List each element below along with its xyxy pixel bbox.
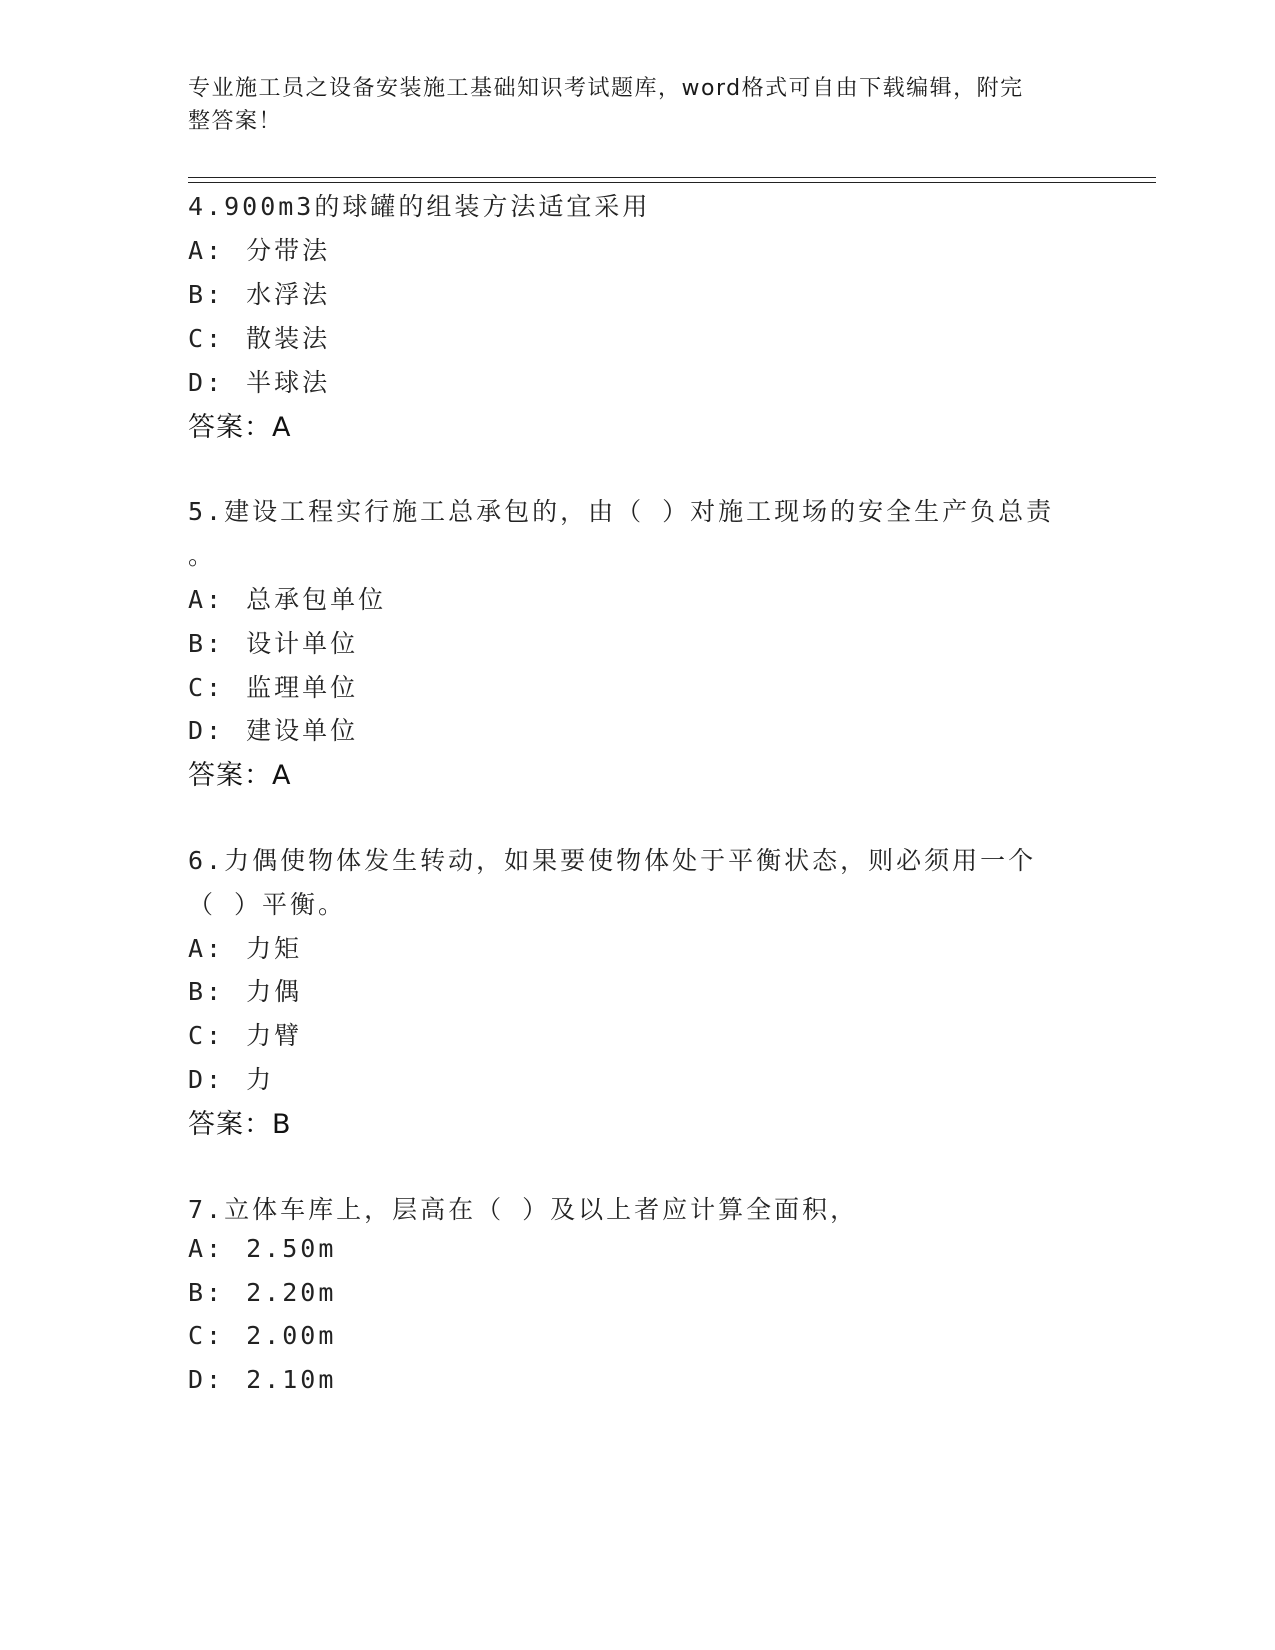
question-7-stem: 7.立体车库上，层高在（ ）及以上者应计算全面积， xyxy=(188,1195,859,1224)
option-key: B: xyxy=(188,280,225,309)
question-4-option-b xyxy=(188,275,330,311)
header-line-1: 专业施工员之设备安装施工基础知识考试题库，word格式可自由下载编辑，附完 xyxy=(188,76,1024,101)
question-7-option-c xyxy=(188,1321,336,1350)
option-text: 2.10m xyxy=(246,1365,337,1394)
question-6-option-b xyxy=(188,972,302,1008)
option-text: 力臂 xyxy=(246,1021,303,1050)
option-text: 力 xyxy=(246,1065,275,1094)
question-5-option-c xyxy=(188,668,358,704)
question-5-option-d xyxy=(188,711,358,747)
option-text: 散装法 xyxy=(246,324,331,353)
question-7-option-b xyxy=(188,1278,336,1307)
option-text: 2.00m xyxy=(246,1321,337,1350)
header-line-2: 整答案！ xyxy=(188,109,283,134)
option-text: 监理单位 xyxy=(246,673,359,702)
option-text: 力矩 xyxy=(246,934,303,963)
question-5-stem-continued: 。 xyxy=(188,541,217,570)
option-text: 半球法 xyxy=(246,368,331,397)
question-7-option-a xyxy=(188,1234,336,1263)
question-6-option-c xyxy=(188,1016,302,1052)
option-text: 分带法 xyxy=(246,236,331,265)
question-6-stem: 6.力偶使物体发生转动，如果要使物体处于平衡状态，则必须用一个 xyxy=(188,846,1037,875)
option-key: C: xyxy=(188,1321,225,1350)
question-7-option-d xyxy=(188,1365,336,1394)
question-5-option-a xyxy=(188,580,386,616)
option-text: 2.50m xyxy=(246,1234,337,1263)
header-divider-top xyxy=(188,177,1156,178)
option-key: A: xyxy=(188,1234,225,1263)
question-6-answer: 答案：B xyxy=(188,1109,292,1140)
question-4-option-a xyxy=(188,231,330,267)
option-key: D: xyxy=(188,368,225,397)
question-6-stem-continued: （ ）平衡。 xyxy=(188,890,347,919)
question-4-option-c xyxy=(188,319,330,355)
option-key: A: xyxy=(188,934,225,963)
question-6-option-a xyxy=(188,929,302,965)
option-key: C: xyxy=(188,324,225,353)
option-key: B: xyxy=(188,977,225,1006)
question-4-stem: 4.900m3的球罐的组装方法适宜采用 xyxy=(188,192,651,221)
option-key: C: xyxy=(188,673,225,702)
option-key: A: xyxy=(188,236,225,265)
option-key: D: xyxy=(188,1365,225,1394)
question-6-option-d xyxy=(188,1060,274,1096)
option-key: C: xyxy=(188,1021,225,1050)
option-text: 建设单位 xyxy=(246,716,359,745)
option-key: A: xyxy=(188,585,225,614)
option-text: 总承包单位 xyxy=(246,585,387,614)
option-key: D: xyxy=(188,716,225,745)
question-5-option-b xyxy=(188,624,358,660)
header-divider-bottom xyxy=(188,182,1156,183)
option-text: 水浮法 xyxy=(246,280,331,309)
option-text: 2.20m xyxy=(246,1278,337,1307)
question-4-answer: 答案：A xyxy=(188,412,292,443)
option-key: B: xyxy=(188,1278,225,1307)
question-5-answer: 答案：A xyxy=(188,760,292,791)
option-text: 力偶 xyxy=(246,977,303,1006)
document-header xyxy=(188,72,1088,138)
question-4-option-d xyxy=(188,363,330,399)
option-key: B: xyxy=(188,629,225,658)
option-text: 设计单位 xyxy=(246,629,359,658)
option-key: D: xyxy=(188,1065,225,1094)
question-5-stem: 5.建设工程实行施工总承包的，由（ ）对施工现场的安全生产负总责 xyxy=(188,497,1055,526)
